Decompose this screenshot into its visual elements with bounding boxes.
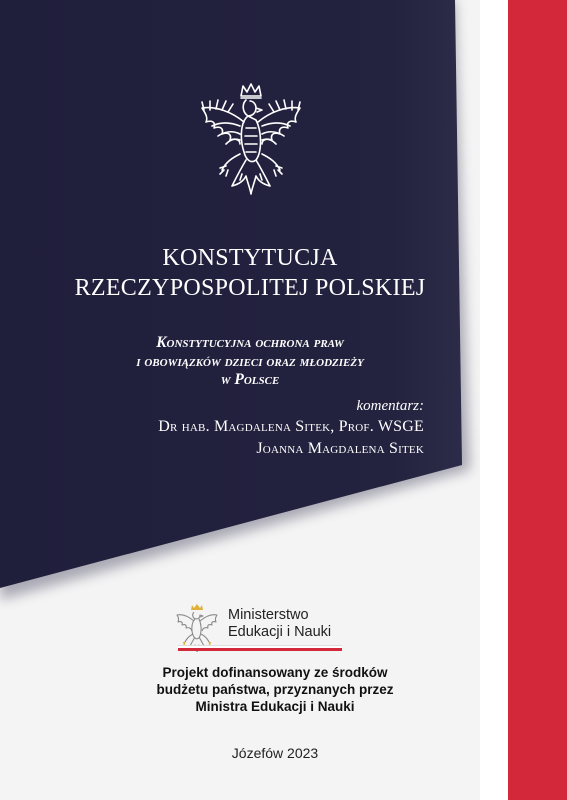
author-2: Joanna Magdalena Sitek: [256, 440, 424, 457]
funding-note-line-1: Projekt dofinansowany ze środków: [162, 665, 388, 680]
flag-stripe-white: [480, 0, 508, 800]
cover-title-line-1: KONSTYTUCJA: [162, 245, 338, 271]
white-eagle-emblem-icon: [196, 82, 306, 210]
funding-note-line-2: budżetu państwa, przyznanych przez: [156, 682, 394, 697]
ministry-name-line-2: Edukacji i Nauki: [228, 624, 332, 640]
author-1: Dr hab. Magdalena Sitek, Prof. WSGE: [158, 418, 424, 435]
place-and-year: Józefów 2023: [231, 745, 319, 761]
flag-stripe-red: [508, 0, 567, 800]
ministry-flag-line-red: [178, 648, 342, 651]
cover-subtitle-line-1: Konstytucyjna ochrona praw: [156, 334, 344, 351]
ministry-name-line-1: Ministerstwo: [228, 607, 309, 623]
funding-note-line-3: Ministra Edukacji i Nauki: [195, 699, 355, 714]
cover-subtitle-line-2: i obowiązków dzieci oraz młodzieży: [136, 353, 364, 370]
commentary-label: komentarz:: [356, 398, 424, 414]
cover-subtitle-line-3: w Polsce: [220, 371, 280, 388]
cover-title-line-2: RZECZYPOSPOLITEJ POLSKIEJ: [74, 275, 426, 301]
